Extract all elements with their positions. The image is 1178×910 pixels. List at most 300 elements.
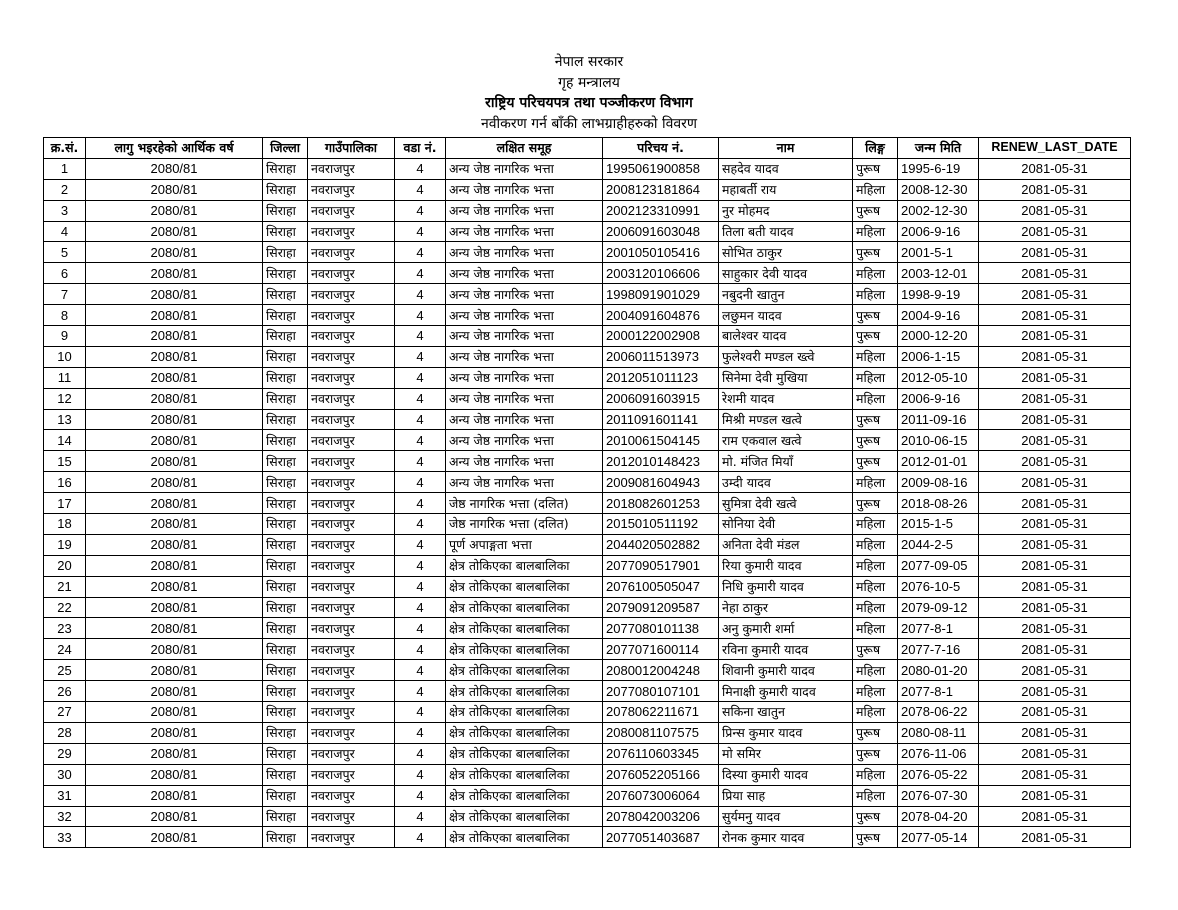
renew-last-date-cell: 2081-05-31 [979, 326, 1131, 347]
name-cell: मो. मंजित मियाँ [719, 451, 853, 472]
district-cell: सिराहा [263, 451, 308, 472]
gender-cell: महिला [853, 597, 898, 618]
ward-cell: 4 [395, 660, 446, 681]
serial-cell: 4 [44, 221, 86, 242]
serial-cell: 15 [44, 451, 86, 472]
renew-last-date-cell: 2081-05-31 [979, 534, 1131, 555]
serial-cell: 18 [44, 514, 86, 535]
birth-date-cell: 2006-9-16 [898, 221, 979, 242]
table-row [44, 472, 1131, 493]
col-header-gender: लिङ्ग [853, 138, 898, 159]
fiscal-year-cell: 2080/81 [86, 472, 263, 493]
gender-cell: पुरूष [853, 806, 898, 827]
name-cell: फुलेश्वरी मण्डल ख्त्वे [719, 346, 853, 367]
ward-cell: 4 [395, 555, 446, 576]
gender-cell: महिला [853, 702, 898, 723]
serial-cell: 1 [44, 158, 86, 179]
fiscal-year-cell: 2080/81 [86, 806, 263, 827]
birth-date-cell: 2080-08-11 [898, 722, 979, 743]
birth-date-cell: 1995-6-19 [898, 158, 979, 179]
name-cell: अनु कुमारी शर्मा [719, 618, 853, 639]
target-group-cell: क्षेत्र तोकिएका बालबालिका [446, 576, 603, 597]
table-row [44, 242, 1131, 263]
municipality-cell: नवराजपुर [308, 534, 395, 555]
gender-cell: पुरूष [853, 639, 898, 660]
renew-last-date-cell: 2081-05-31 [979, 242, 1131, 263]
table-row [44, 514, 1131, 535]
target-group-cell: क्षेत्र तोकिएका बालबालिका [446, 722, 603, 743]
municipality-cell: नवराजपुर [308, 326, 395, 347]
municipality-cell: नवराजपुर [308, 472, 395, 493]
name-cell: उम्दी यादव [719, 472, 853, 493]
table-row [44, 764, 1131, 785]
gender-cell: महिला [853, 221, 898, 242]
district-cell: सिराहा [263, 681, 308, 702]
gender-cell: पुरूष [853, 493, 898, 514]
id-number-cell: 2044020502882 [603, 534, 719, 555]
table-row [44, 409, 1131, 430]
renew-last-date-cell: 2081-05-31 [979, 367, 1131, 388]
birth-date-cell: 2076-10-5 [898, 576, 979, 597]
district-cell: सिराहा [263, 702, 308, 723]
district-cell: सिराहा [263, 743, 308, 764]
fiscal-year-cell: 2080/81 [86, 576, 263, 597]
id-number-cell: 2012010148423 [603, 451, 719, 472]
renew-last-date-cell: 2081-05-31 [979, 660, 1131, 681]
id-number-cell: 1998091901029 [603, 284, 719, 305]
col-header-renew-last-date: RENEW_LAST_DATE [979, 138, 1131, 159]
ward-cell: 4 [395, 534, 446, 555]
district-cell: सिराहा [263, 639, 308, 660]
target-group-cell: अन्य जेष्ठ नागरिक भत्ता [446, 326, 603, 347]
serial-cell: 28 [44, 722, 86, 743]
fiscal-year-cell: 2080/81 [86, 430, 263, 451]
municipality-cell: नवराजपुर [308, 743, 395, 764]
name-cell: नबुदनी खातुन [719, 284, 853, 305]
renew-last-date-cell: 2081-05-31 [979, 806, 1131, 827]
gender-cell: महिला [853, 576, 898, 597]
department-name: राष्ट्रिय परिचयपत्र तथा पञ्जीकरण विभाग [485, 95, 693, 111]
target-group-cell: क्षेत्र तोकिएका बालबालिका [446, 764, 603, 785]
fiscal-year-cell: 2080/81 [86, 514, 263, 535]
fiscal-year-cell: 2080/81 [86, 660, 263, 681]
ward-cell: 4 [395, 179, 446, 200]
ward-cell: 4 [395, 305, 446, 326]
birth-date-cell: 2076-05-22 [898, 764, 979, 785]
id-number-cell: 2006091603915 [603, 388, 719, 409]
gender-cell: पुरूष [853, 451, 898, 472]
district-cell: सिराहा [263, 263, 308, 284]
id-number-cell: 2077080101138 [603, 618, 719, 639]
renew-last-date-cell: 2081-05-31 [979, 346, 1131, 367]
table-body [44, 158, 1131, 847]
government-name: नेपाल सरकार [554, 54, 624, 70]
serial-cell: 13 [44, 409, 86, 430]
name-cell: तिला बती यादव [719, 221, 853, 242]
ward-cell: 4 [395, 263, 446, 284]
fiscal-year-cell: 2080/81 [86, 618, 263, 639]
table-row [44, 743, 1131, 764]
ward-cell: 4 [395, 743, 446, 764]
id-number-cell: 2008123181864 [603, 179, 719, 200]
renew-last-date-cell: 2081-05-31 [979, 785, 1131, 806]
target-group-cell: अन्य जेष्ठ नागरिक भत्ता [446, 158, 603, 179]
municipality-cell: नवराजपुर [308, 346, 395, 367]
id-number-cell: 2006011513973 [603, 346, 719, 367]
name-cell: सुर्यमनु यादव [719, 806, 853, 827]
gender-cell: महिला [853, 785, 898, 806]
table-row [44, 702, 1131, 723]
fiscal-year-cell: 2080/81 [86, 263, 263, 284]
municipality-cell: नवराजपुर [308, 388, 395, 409]
target-group-cell: अन्य जेष्ठ नागरिक भत्ता [446, 242, 603, 263]
col-header-birth-date: जन्म मिति [898, 138, 979, 159]
serial-cell: 2 [44, 179, 86, 200]
fiscal-year-cell: 2080/81 [86, 326, 263, 347]
birth-date-cell: 1998-9-19 [898, 284, 979, 305]
birth-date-cell: 2000-12-20 [898, 326, 979, 347]
target-group-cell: अन्य जेष्ठ नागरिक भत्ता [446, 409, 603, 430]
name-cell: राम एकवाल खत्वे [719, 430, 853, 451]
municipality-cell: नवराजपुर [308, 660, 395, 681]
district-cell: सिराहा [263, 785, 308, 806]
id-number-cell: 2018082601253 [603, 493, 719, 514]
district-cell: सिराहा [263, 472, 308, 493]
table-row [44, 806, 1131, 827]
ward-cell: 4 [395, 242, 446, 263]
target-group-cell: क्षेत्र तोकिएका बालबालिका [446, 743, 603, 764]
municipality-cell: नवराजपुर [308, 722, 395, 743]
birth-date-cell: 2076-11-06 [898, 743, 979, 764]
name-cell: मो समिर [719, 743, 853, 764]
name-cell: रिया कुमारी यादव [719, 555, 853, 576]
renew-last-date-cell: 2081-05-31 [979, 618, 1131, 639]
renew-last-date-cell: 2081-05-31 [979, 555, 1131, 576]
gender-cell: महिला [853, 284, 898, 305]
renew-last-date-cell: 2081-05-31 [979, 722, 1131, 743]
gender-cell: महिला [853, 346, 898, 367]
target-group-cell: क्षेत्र तोकिएका बालबालिका [446, 555, 603, 576]
municipality-cell: नवराजपुर [308, 284, 395, 305]
table-row [44, 158, 1131, 179]
id-number-cell: 2002123310991 [603, 200, 719, 221]
renew-last-date-cell: 2081-05-31 [979, 827, 1131, 848]
name-cell: रेशमी यादव [719, 388, 853, 409]
id-number-cell: 2015010511192 [603, 514, 719, 535]
fiscal-year-cell: 2080/81 [86, 827, 263, 848]
col-header-id-number: परिचय नं. [603, 138, 719, 159]
id-number-cell: 2010061504145 [603, 430, 719, 451]
fiscal-year-cell: 2080/81 [86, 764, 263, 785]
district-cell: सिराहा [263, 493, 308, 514]
target-group-cell: क्षेत्र तोकिएका बालबालिका [446, 639, 603, 660]
serial-cell: 8 [44, 305, 86, 326]
district-cell: सिराहा [263, 158, 308, 179]
municipality-cell: नवराजपुर [308, 576, 395, 597]
birth-date-cell: 2018-08-26 [898, 493, 979, 514]
table-row [44, 555, 1131, 576]
municipality-cell: नवराजपुर [308, 305, 395, 326]
table-row [44, 681, 1131, 702]
target-group-cell: अन्य जेष्ठ नागरिक भत्ता [446, 451, 603, 472]
municipality-cell: नवराजपुर [308, 263, 395, 284]
serial-cell: 11 [44, 367, 86, 388]
table-row [44, 326, 1131, 347]
table-row [44, 618, 1131, 639]
name-cell: सकिना खातुन [719, 702, 853, 723]
id-number-cell: 1995061900858 [603, 158, 719, 179]
municipality-cell: नवराजपुर [308, 430, 395, 451]
renew-last-date-cell: 2081-05-31 [979, 493, 1131, 514]
fiscal-year-cell: 2080/81 [86, 555, 263, 576]
fiscal-year-cell: 2080/81 [86, 284, 263, 305]
municipality-cell: नवराजपुर [308, 221, 395, 242]
table-row [44, 200, 1131, 221]
ward-cell: 4 [395, 806, 446, 827]
target-group-cell: अन्य जेष्ठ नागरिक भत्ता [446, 263, 603, 284]
table-row [44, 639, 1131, 660]
birth-date-cell: 2080-01-20 [898, 660, 979, 681]
table-row [44, 827, 1131, 848]
district-cell: सिराहा [263, 409, 308, 430]
id-number-cell: 2076110603345 [603, 743, 719, 764]
gender-cell: महिला [853, 555, 898, 576]
fiscal-year-cell: 2080/81 [86, 367, 263, 388]
name-cell: नुर मोहमद [719, 200, 853, 221]
target-group-cell: अन्य जेष्ठ नागरिक भत्ता [446, 179, 603, 200]
district-cell: सिराहा [263, 618, 308, 639]
id-number-cell: 2078062211671 [603, 702, 719, 723]
district-cell: सिराहा [263, 555, 308, 576]
birth-date-cell: 2077-05-14 [898, 827, 979, 848]
renew-last-date-cell: 2081-05-31 [979, 764, 1131, 785]
fiscal-year-cell: 2080/81 [86, 179, 263, 200]
target-group-cell: अन्य जेष्ठ नागरिक भत्ता [446, 388, 603, 409]
serial-cell: 16 [44, 472, 86, 493]
fiscal-year-cell: 2080/81 [86, 785, 263, 806]
name-cell: रोनक कुमार यादव [719, 827, 853, 848]
serial-cell: 17 [44, 493, 86, 514]
birth-date-cell: 2079-09-12 [898, 597, 979, 618]
id-number-cell: 2001050105416 [603, 242, 719, 263]
name-cell: सिनेमा देवी मुखिया [719, 367, 853, 388]
table-row [44, 263, 1131, 284]
renew-last-date-cell: 2081-05-31 [979, 430, 1131, 451]
renew-last-date-cell: 2081-05-31 [979, 388, 1131, 409]
renew-last-date-cell: 2081-05-31 [979, 409, 1131, 430]
target-group-cell: क्षेत्र तोकिएका बालबालिका [446, 827, 603, 848]
name-cell: अनिता देवी मंडल [719, 534, 853, 555]
birth-date-cell: 2012-05-10 [898, 367, 979, 388]
gender-cell: पुरूष [853, 827, 898, 848]
birth-date-cell: 2077-8-1 [898, 681, 979, 702]
ward-cell: 4 [395, 514, 446, 535]
birth-date-cell: 2015-1-5 [898, 514, 979, 535]
table-row [44, 576, 1131, 597]
col-header-name: नाम [719, 138, 853, 159]
municipality-cell: नवराजपुर [308, 702, 395, 723]
serial-cell: 9 [44, 326, 86, 347]
municipality-cell: नवराजपुर [308, 158, 395, 179]
birth-date-cell: 2011-09-16 [898, 409, 979, 430]
municipality-cell: नवराजपुर [308, 493, 395, 514]
table-row [44, 367, 1131, 388]
municipality-cell: नवराजपुर [308, 785, 395, 806]
ward-cell: 4 [395, 430, 446, 451]
fiscal-year-cell: 2080/81 [86, 409, 263, 430]
ward-cell: 4 [395, 764, 446, 785]
district-cell: सिराहा [263, 660, 308, 681]
gender-cell: पुरूष [853, 200, 898, 221]
district-cell: सिराहा [263, 200, 308, 221]
renew-last-date-cell: 2081-05-31 [979, 681, 1131, 702]
fiscal-year-cell: 2080/81 [86, 158, 263, 179]
fiscal-year-cell: 2080/81 [86, 305, 263, 326]
id-number-cell: 2079091209587 [603, 597, 719, 618]
birth-date-cell: 2010-06-15 [898, 430, 979, 451]
ward-cell: 4 [395, 702, 446, 723]
ward-cell: 4 [395, 367, 446, 388]
renew-last-date-cell: 2081-05-31 [979, 284, 1131, 305]
col-header-target-group: लक्षित समूह [446, 138, 603, 159]
birth-date-cell: 2078-04-20 [898, 806, 979, 827]
district-cell: सिराहा [263, 179, 308, 200]
gender-cell: पुरूष [853, 722, 898, 743]
fiscal-year-cell: 2080/81 [86, 743, 263, 764]
name-cell: रविना कुमारी यादव [719, 639, 853, 660]
table-header-row [44, 138, 1131, 159]
name-cell: लछुमन यादव [719, 305, 853, 326]
name-cell: नेहा ठाकुर [719, 597, 853, 618]
target-group-cell: क्षेत्र तोकिएका बालबालिका [446, 618, 603, 639]
id-number-cell: 2078042003206 [603, 806, 719, 827]
ward-cell: 4 [395, 597, 446, 618]
ward-cell: 4 [395, 618, 446, 639]
target-group-cell: क्षेत्र तोकिएका बालबालिका [446, 597, 603, 618]
gender-cell: महिला [853, 263, 898, 284]
serial-cell: 26 [44, 681, 86, 702]
name-cell: सोनिया देवी [719, 514, 853, 535]
municipality-cell: नवराजपुर [308, 242, 395, 263]
gender-cell: महिला [853, 179, 898, 200]
district-cell: सिराहा [263, 514, 308, 535]
fiscal-year-cell: 2080/81 [86, 388, 263, 409]
target-group-cell: अन्य जेष्ठ नागरिक भत्ता [446, 284, 603, 305]
municipality-cell: नवराजपुर [308, 618, 395, 639]
district-cell: सिराहा [263, 326, 308, 347]
serial-cell: 3 [44, 200, 86, 221]
ward-cell: 4 [395, 681, 446, 702]
serial-cell: 21 [44, 576, 86, 597]
table-row [44, 430, 1131, 451]
gender-cell: महिला [853, 764, 898, 785]
target-group-cell: अन्य जेष्ठ नागरिक भत्ता [446, 305, 603, 326]
serial-cell: 22 [44, 597, 86, 618]
district-cell: सिराहा [263, 346, 308, 367]
fiscal-year-cell: 2080/81 [86, 346, 263, 367]
target-group-cell: पूर्ण अपाङ्गता भत्ता [446, 534, 603, 555]
birth-date-cell: 2008-12-30 [898, 179, 979, 200]
renew-last-date-cell: 2081-05-31 [979, 221, 1131, 242]
ward-cell: 4 [395, 722, 446, 743]
id-number-cell: 2076100505047 [603, 576, 719, 597]
ward-cell: 4 [395, 221, 446, 242]
target-group-cell: अन्य जेष्ठ नागरिक भत्ता [446, 367, 603, 388]
municipality-cell: नवराजपुर [308, 681, 395, 702]
district-cell: सिराहा [263, 597, 308, 618]
serial-cell: 33 [44, 827, 86, 848]
renew-last-date-cell: 2081-05-31 [979, 472, 1131, 493]
id-number-cell: 2080012004248 [603, 660, 719, 681]
table-row [44, 388, 1131, 409]
birth-date-cell: 2012-01-01 [898, 451, 979, 472]
serial-cell: 25 [44, 660, 86, 681]
id-number-cell: 2076052205166 [603, 764, 719, 785]
fiscal-year-cell: 2080/81 [86, 451, 263, 472]
municipality-cell: नवराजपुर [308, 806, 395, 827]
id-number-cell: 2077051403687 [603, 827, 719, 848]
serial-cell: 30 [44, 764, 86, 785]
id-number-cell: 2003120106606 [603, 263, 719, 284]
gender-cell: महिला [853, 472, 898, 493]
district-cell: सिराहा [263, 764, 308, 785]
table-row [44, 284, 1131, 305]
name-cell: महाबर्ती राय [719, 179, 853, 200]
gender-cell: महिला [853, 681, 898, 702]
ward-cell: 4 [395, 576, 446, 597]
renew-last-date-cell: 2081-05-31 [979, 451, 1131, 472]
ward-cell: 4 [395, 472, 446, 493]
target-group-cell: क्षेत्र तोकिएका बालबालिका [446, 806, 603, 827]
id-number-cell: 2000122002908 [603, 326, 719, 347]
birth-date-cell: 2078-06-22 [898, 702, 979, 723]
fiscal-year-cell: 2080/81 [86, 493, 263, 514]
serial-cell: 24 [44, 639, 86, 660]
serial-cell: 31 [44, 785, 86, 806]
renew-last-date-cell: 2081-05-31 [979, 263, 1131, 284]
municipality-cell: नवराजपुर [308, 514, 395, 535]
municipality-cell: नवराजपुर [308, 764, 395, 785]
birth-date-cell: 2004-9-16 [898, 305, 979, 326]
birth-date-cell: 2006-9-16 [898, 388, 979, 409]
district-cell: सिराहा [263, 388, 308, 409]
target-group-cell: क्षेत्र तोकिएका बालबालिका [446, 702, 603, 723]
birth-date-cell: 2001-5-1 [898, 242, 979, 263]
ward-cell: 4 [395, 284, 446, 305]
gender-cell: पुरूष [853, 326, 898, 347]
birth-date-cell: 2077-8-1 [898, 618, 979, 639]
table-row [44, 597, 1131, 618]
id-number-cell: 2077071600114 [603, 639, 719, 660]
renew-last-date-cell: 2081-05-31 [979, 743, 1131, 764]
table-row [44, 305, 1131, 326]
col-header-serial: क्र.सं. [44, 138, 86, 159]
ward-cell: 4 [395, 388, 446, 409]
id-number-cell: 2080081107575 [603, 722, 719, 743]
col-header-ward: वडा नं. [395, 138, 446, 159]
fiscal-year-cell: 2080/81 [86, 534, 263, 555]
target-group-cell: जेष्ठ नागरिक भत्ता (दलित) [446, 514, 603, 535]
renew-last-date-cell: 2081-05-31 [979, 158, 1131, 179]
district-cell: सिराहा [263, 827, 308, 848]
serial-cell: 12 [44, 388, 86, 409]
birth-date-cell: 2002-12-30 [898, 200, 979, 221]
gender-cell: महिला [853, 514, 898, 535]
birth-date-cell: 2006-1-15 [898, 346, 979, 367]
target-group-cell: अन्य जेष्ठ नागरिक भत्ता [446, 200, 603, 221]
table-row [44, 722, 1131, 743]
id-number-cell: 2006091603048 [603, 221, 719, 242]
